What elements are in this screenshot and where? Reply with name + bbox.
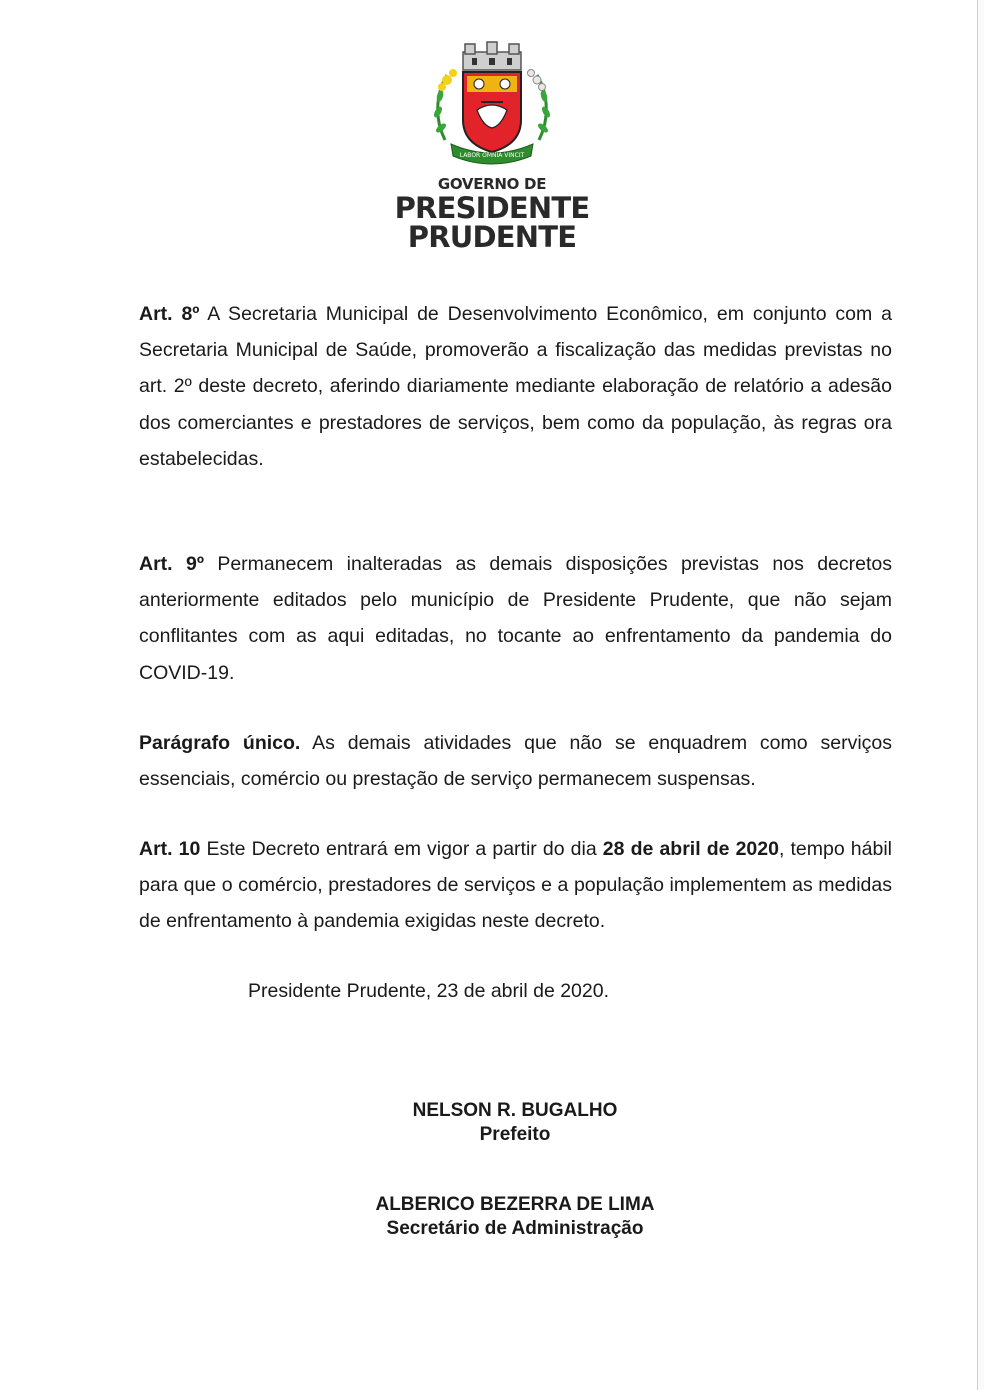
brand-line-governo: GOVERNO DE bbox=[437, 175, 547, 193]
article-8-label: Art. 8º bbox=[139, 303, 200, 325]
article-8 bbox=[139, 296, 892, 477]
paragrafo-unico bbox=[139, 725, 892, 797]
municipal-coat-of-arms bbox=[427, 40, 557, 165]
government-brand bbox=[0, 177, 984, 252]
article-10-text-after: , tempo hábil para que o comércio, prestadores de serviços e a população implementem as medidas de enfrentamento à pandemia exigidas neste decreto. bbox=[139, 838, 892, 933]
article-10-label: Art. 10 bbox=[139, 838, 201, 860]
article-8-text: A Secretaria Municipal de Desenvolvimento Econômico, em conjunto com a Secretaria Municipal de Saúde, promoverão a fiscalização das medidas previstas no art. 2º deste decreto, aferindo diariamente mediante elaboração de relatório a adesão dos comerciantes e prestadores de serviços, bem como da população, às regras ora estabelecidas. bbox=[139, 303, 892, 470]
paragrafo-unico-label: Parágrafo único. bbox=[139, 732, 301, 754]
article-10-text-before: Este Decreto entrará em vigor a partir do dia bbox=[200, 838, 603, 860]
signatory-name: NELSON R. BUGALHO bbox=[412, 1100, 618, 1121]
dateline: Presidente Prudente, 23 de abril de 2020. bbox=[248, 980, 610, 1002]
article-9-text: Permanecem inalteradas as demais disposições previstas nos decretos anteriormente editados pelo município de Presidente Prudente, que não sejam conflitantes com as aqui editadas, no tocante ao enfrentamento da pandemia do COVID-19. bbox=[139, 553, 892, 684]
article-10 bbox=[139, 831, 892, 940]
signatory-name: ALBERICO BEZERRA DE LIMA bbox=[375, 1194, 655, 1215]
document-header bbox=[0, 40, 984, 252]
brand-line-presidente: PRESIDENTE bbox=[394, 191, 590, 225]
article-9-label: Art. 9º bbox=[139, 553, 204, 575]
signatory-role: Prefeito bbox=[479, 1124, 551, 1145]
signature-mayor bbox=[0, 1099, 984, 1147]
signatory-role: Secretário de Administração bbox=[386, 1218, 644, 1239]
article-10-effective-date: 28 de abril de 2020 bbox=[602, 838, 779, 860]
article-9 bbox=[139, 546, 892, 691]
paragrafo-unico-text: As demais atividades que não se enquadrem como serviços essenciais, comércio ou prestação de serviço permanecem suspensas. bbox=[139, 732, 893, 791]
brand-line-prudente: PRUDENTE bbox=[407, 220, 577, 254]
signature-secretary bbox=[0, 1193, 984, 1241]
svg-text:LABOR OMNIA VINCIT: LABOR OMNIA VINCIT bbox=[459, 152, 525, 159]
